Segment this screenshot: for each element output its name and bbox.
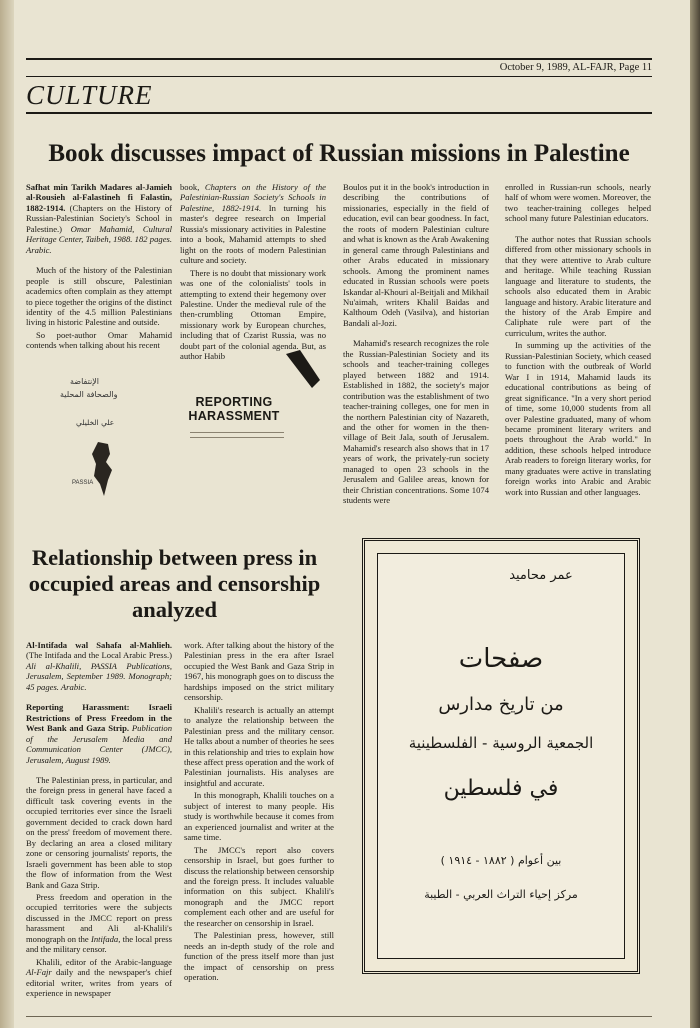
page-binding-edge: [0, 0, 14, 1028]
paragraph: The Palestinian press, however, still needs an in-depth study of the role and function of the press itself more than just the impact of censorship on press operation.: [184, 930, 334, 983]
citation-title: Reporting Harassment: Israeli Restrictions of Press Freedom in the West Bank and Gaza Strip.: [26, 702, 172, 734]
book-cover-title-line-2: من تاريخ مدارس: [438, 694, 564, 715]
article-1-column-2: [180, 182, 326, 364]
text-run: daily and the newspaper's chief editorial writer, writes from years of experience in newspaper: [26, 967, 172, 999]
text-run: Khalili, editor of the Arabic-language: [36, 956, 172, 967]
citation-publisher: Publication of the Jerusalem Media and Communication Center (JMCC), Jerusalem, August 1989.: [26, 723, 173, 765]
paragraph: work. After talking about the history of the Palestinian press in the era after Israel occupied the West Bank and Gaza Strip in 1967, his monograph goes on to discuss the hardships imposed on the strict military censorship.: [184, 640, 334, 703]
citation-publisher: Ali al-Khalili, PASSIA Publications, Jerusalem, September 1989. Monograph; 45 pages. Arabic.: [26, 660, 172, 692]
paragraph: [26, 957, 172, 999]
text-run: book,: [180, 182, 205, 192]
section-title: CULTURE: [26, 80, 153, 110]
paragraph: The JMCC's report also covers censorship in Israel, but goes further to discuss the relationship between censorship and the foreign press. It includes valuable information on this subject. Khalili's monograph and the JMCC report complement each other and are useful for the researcher on censorship in Israel.: [184, 844, 334, 928]
citation-title: Safhat min Tarikh Madares al-Jamieh al-Rousieh al-Falastineh fi Falastin, 1882-1914.: [26, 182, 172, 213]
italic-term: Intifada,: [91, 933, 121, 944]
header-top-rule: [26, 58, 652, 60]
paragraph: Khalili's research is actually an attempt to analyze the relationship between the Palestinian press and the military censor. He talks about a number of theories he sees in this relationship and tries to explain how these affect press operation and the work of Palestinian journalists. His analyses are insightful and accurate.: [184, 704, 334, 788]
paragraph: Much of the history of the Palestinian people is still obscure, Palestinian academics often complain as they attempt to piece together the origins of the distinct identity of the 4.5 million Palestinians living in historic Palestine and outside.: [26, 265, 172, 328]
cover-divider: [190, 437, 284, 438]
paragraph: In summing up the activities of the Russian-Palestinian Society, which ceased to function with the outbreak of World War I in 1914, Mahamid lauds its educational contributions as being of great significance. "In a very short period of time, some 10,000 students from all over Palestine graduated, many of whom became prominent literary writers and poets throughout the Arab world." In addition, these schools helped introduce Arab readers to foreign literary works, for many graduates were active in translating foreign works into Arabic and Arabic work into Russian and other languages.: [505, 340, 651, 497]
book-cover-frame: [377, 553, 625, 959]
monograph-arabic-author: علي الخليلي: [76, 418, 115, 427]
paragraph: The author notes that Russian schools differed from other missionary schools in that they were attentive to Arab culture and heritage. While teaching Russian language and literature to students, the schools also educated them in Arabic language and history. Arabic literature and the history of the Arab Empire and Caliphate rule were part of the curriculum, writes the author.: [505, 233, 651, 338]
article-2-column-1: [26, 640, 172, 1001]
article-1-headline: Book discusses impact of Russian missions in Palestine: [48, 140, 630, 167]
ribbon-corner-icon: [282, 350, 322, 390]
book-cover-title-line-4: في فلسطين: [443, 776, 559, 801]
book-title-italic: Chapters on the History of the Palestinian-Russian Society's Schools in Palestine, 1882-1914.: [180, 182, 326, 213]
article-1-column-1: [26, 182, 172, 353]
reporting-harassment-cover-title: REPORTING HARASSMENT: [188, 395, 280, 423]
paragraph: So poet-author Omar Mahamid contends when talking about his recent: [26, 329, 172, 351]
monograph-arabic-subtitle: والصحافة المحلية: [60, 390, 118, 399]
paragraph: There is no doubt that missionary work was one of the colonialists' tools in attempting to extend their hegemony over Palestine. Under the medieval rule of the then-crumbling Ottoman Empire, missionary work by European churches, including that of Czarist Russia, was no doubt part of the colonial agenda. But, as author Habib: [180, 267, 326, 362]
header-rule: [26, 76, 652, 77]
book-cover-title-line-1: صفحات: [458, 644, 544, 674]
newspaper-name: Al-Fajr: [26, 967, 52, 978]
text-run: the local press and the military censor.: [26, 933, 172, 955]
paragraph: Mahamid's research recognizes the role the Russian-Palestinian Society and its schools and teacher-training colleges played between 1882 and 1914. Established in 1882, the society's major contribution was the establishment of two teacher-training colleges, one for men in the northern Palestinian city of Nazareth, and the other for women in the then-village of Beit Jala, south of Jerusalem. Mahamid's research also shows that in 17 years of work, the privately-run society managed to open 23 schools in the Jerusalem and Galilee areas, known for their Christian concentrations. Some 1074 students were: [343, 338, 489, 506]
article-2-citation-2: [26, 702, 172, 765]
book-cover-title-line-3: الجمعية الروسية - الفلسطينية: [408, 734, 594, 752]
text-run: In turning his master's degree research on Imperial Russia's missionary activities in Palestine into a book, Mahamid attempts to shed light on the roots of modern Palestinian culture and society.: [180, 202, 326, 266]
citation-title: Al-Intifada wal Sahafa al-Mahlieh.: [26, 640, 172, 650]
book-cover-author: عمر محاميد: [509, 568, 573, 583]
citation-publisher: Omar Mahamid, Cultural Heritage Center, Taibeh, 1988. 182 pages. Arabic.: [26, 223, 173, 255]
page-outer-edge: [690, 0, 700, 1028]
citation-translation: (The Intifada and the Local Arabic Press.): [26, 650, 172, 661]
monograph-arabic-title: الإنتفاضة: [70, 377, 99, 386]
article-2-headline: Relationship between press in occupied areas and censorship analyzed: [28, 545, 321, 622]
monograph-publisher-label: PASSIA: [72, 480, 94, 486]
article-2-citation-1: [26, 640, 172, 692]
citation-translation: (Chapters on the History of Russian-Palestinian Society's School in Palestine.): [26, 202, 172, 234]
paragraph: The Palestinian press, in particular, and the foreign press in general have faced a difficult task covering events in the occupied territories ever since the Israeli government decided to crack down hard on the press' freedom of movement there. By declaring an area a closed military zone or censoring journalists' reports, the Israeli government has been able to stop the flow of information from the West Bank and Gaza Strip.: [26, 774, 172, 890]
book-cover-image: [362, 538, 640, 974]
paragraph: enrolled in Russian-run schools, nearly half of whom were women. Moreover, the two teacher-training colleges helped school many future Palestinian educators.: [505, 182, 651, 224]
cover-divider: [190, 432, 284, 433]
page-bottom-rule: [26, 1016, 652, 1017]
section-rule: [26, 112, 652, 114]
paragraph: In this monograph, Khalili touches on a subject of interest to many people. His study is worthwhile because it comes from an experienced journalist and writer at the same time.: [184, 790, 334, 843]
article-2-column-2: [184, 640, 334, 985]
book-cover-years: بين أعوام ( ١٨٨٢ - ١٩١٤ ): [440, 854, 562, 867]
page-folio: October 9, 1989, AL-FAJR, Page 11: [499, 62, 652, 73]
paragraph: Boulos put it in the book's introduction in describing the contributions of missionaries, especially in the field of education, evil can bear goodness. In fact, the roots of modern Palestinian culture and what is known as the Arab Awakening in general came through Palestinians and other Arabs educated in missionary schools. Among the prominent names educated in Russian schools were poets Iskandar al-Khouri al-Beitjali and Mikhail Nu'aimah, writers Khalil Baidas and Kalthoum Odeh (Vasilva), and historian Bandali al-Jozi.: [343, 182, 489, 328]
palestine-map-icon: [84, 440, 124, 500]
paragraph: [26, 892, 172, 955]
paragraph: [180, 182, 326, 266]
text-run: Press freedom and operation in the occupied territories were the subjects discussed in the JMCC report on press harassment and Ali al-Khalili's monograph on the: [26, 891, 172, 944]
article-1-column-3: [343, 182, 489, 508]
article-1-citation: [26, 182, 172, 255]
book-cover-publisher: مركز إحياء التراث العربي - الطيبة: [424, 888, 578, 901]
article-1-column-4: [505, 182, 651, 499]
